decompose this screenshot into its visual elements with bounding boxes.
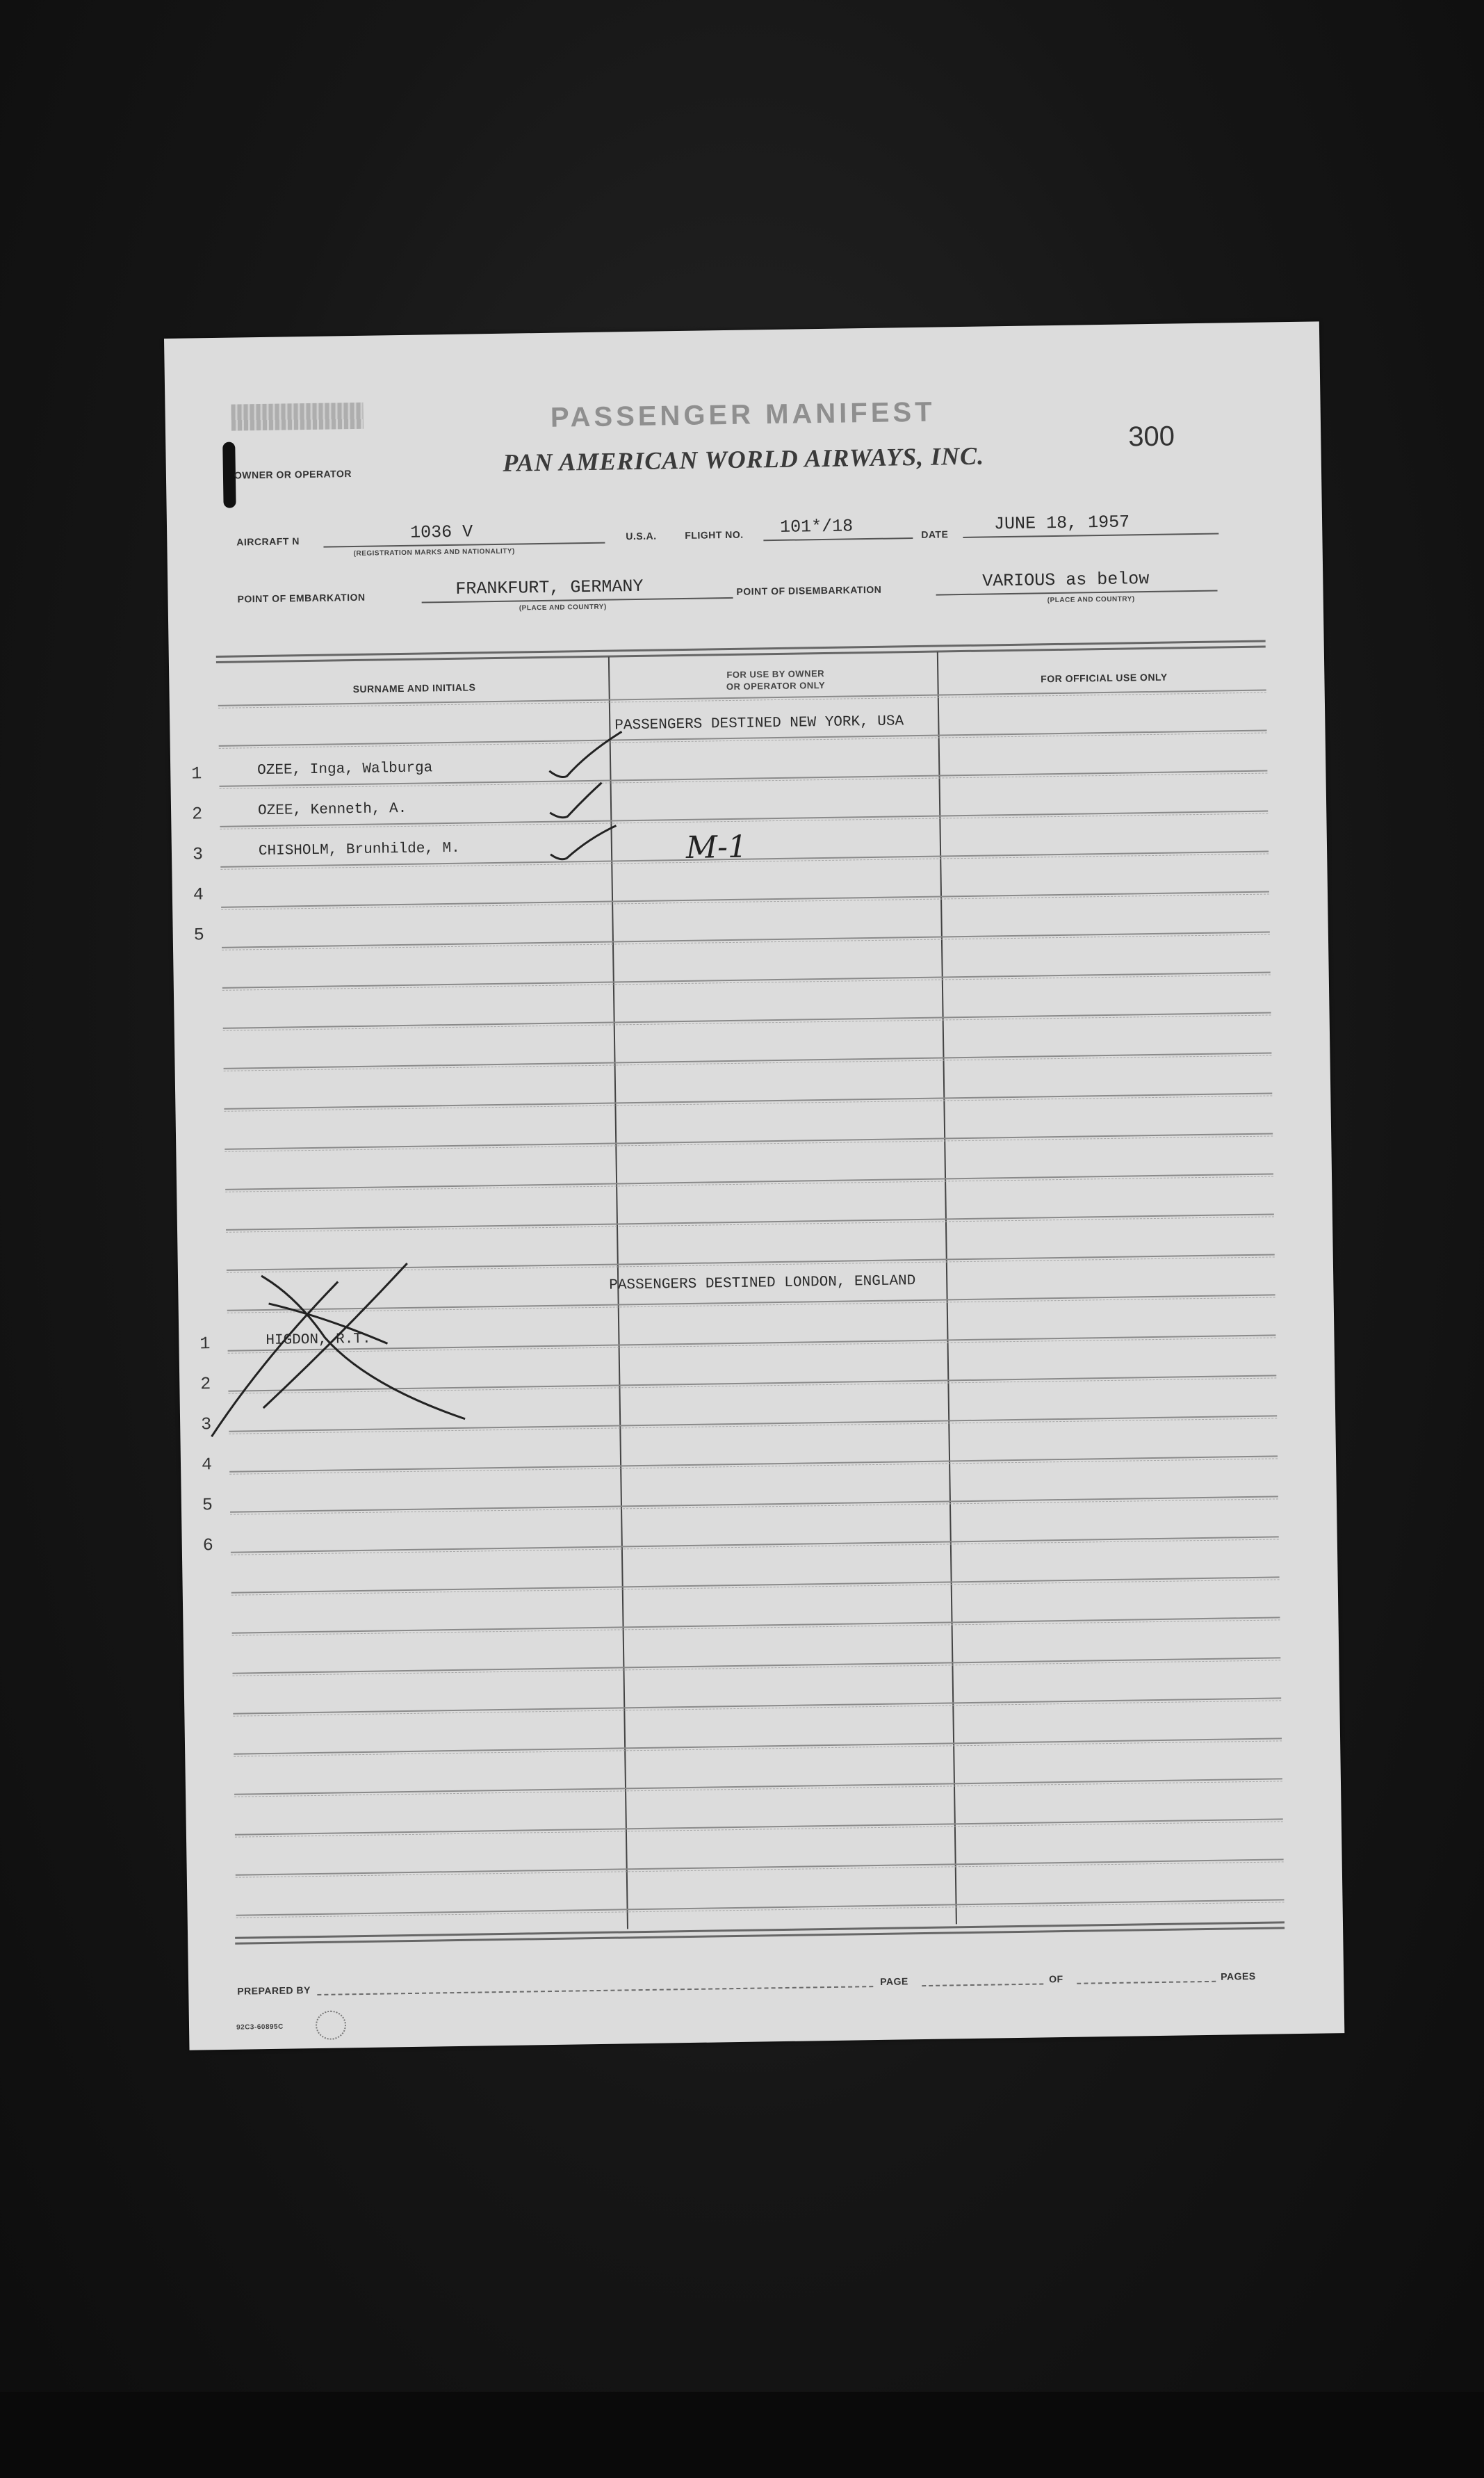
col-header-surname: SURNAME AND INITIALS [352,681,476,695]
microfilm-edge [0,2392,1484,2478]
passenger-name: OZEE, Kenneth, A. [257,800,407,820]
form-title: PASSENGER MANIFEST [550,396,936,433]
row-number: 1 [191,763,202,784]
flight-label: FLIGHT NO. [685,528,744,541]
page-line [922,1983,1043,1986]
row-number: 2 [191,804,203,825]
handwritten-annotation: M-1 [685,829,748,866]
manifest-sheet [164,321,1344,2050]
col-header-owner-2: OR OPERATOR ONLY [726,679,826,693]
prepared-by-label: PREPARED BY [237,1984,311,1997]
check-marks [545,720,686,875]
flight-value: 101*/18 [779,516,854,537]
of-line [1077,1981,1216,1984]
passenger-name: OZEE, Inga, Walburga [257,760,433,779]
prepared-by-line [317,1986,873,1995]
col-header-official: FOR OFFICIAL USE ONLY [1041,671,1168,685]
flight-line [763,537,913,541]
airline-name: PAN AMERICAN WORLD AIRWAYS, INC. [502,442,985,477]
row-number: 2 [200,1374,211,1395]
disembark-sublabel: (PLACE AND COUNTRY) [1047,595,1135,605]
row-number: 4 [201,1455,213,1475]
col-header-owner-1: FOR USE BY OWNER [726,667,825,681]
usa-label: U.S.A. [626,530,657,542]
row-number: 1 [199,1334,211,1354]
column-divider-2 [937,652,957,1925]
embark-sublabel: (PLACE AND COUNTRY) [519,603,607,613]
section-heading-new-york: PASSENGERS DESTINED NEW YORK, USA [614,713,904,734]
aircraft-label: AIRCRAFT N [236,535,300,548]
owner-label: OWNER OR OPERATOR [234,468,352,481]
page-label: PAGE [880,1975,908,1987]
row-number: 5 [193,925,204,946]
embark-value: FRANKFURT, GERMANY [455,576,644,599]
aircraft-sublabel: (REGISTRATION MARKS AND NATIONALITY) [353,547,515,558]
printer-stamp [316,2010,347,2040]
row-number: 3 [200,1414,212,1435]
disembark-line [936,590,1218,596]
date-label: DATE [921,528,949,540]
cross-out-mark [199,1258,494,1443]
aircraft-value: 1036 V [409,521,473,543]
embark-label: POINT OF EMBARKATION [237,591,366,605]
row-number: 4 [193,884,204,905]
row-number: 3 [192,844,204,865]
date-value: JUNE 18, 1957 [993,512,1130,535]
section-heading-london: PASSENGERS DESTINED LONDON, ENGLAND [609,1273,916,1294]
row-number: 6 [202,1535,213,1556]
passenger-name: HIGDON, R.T. [266,1331,371,1349]
page-number: 300 [1127,421,1175,453]
row-number: 5 [202,1495,213,1516]
form-code: 92C3-60895C [236,2023,284,2032]
passenger-name: CHISHOLM, Brunhilde, M. [258,840,460,860]
disembark-label: POINT OF DISEMBARKATION [736,583,882,597]
aircraft-line [323,542,605,548]
pages-label: PAGES [1220,1970,1256,1982]
of-label: OF [1049,1973,1063,1985]
disembark-value: VARIOUS as below [982,569,1150,592]
